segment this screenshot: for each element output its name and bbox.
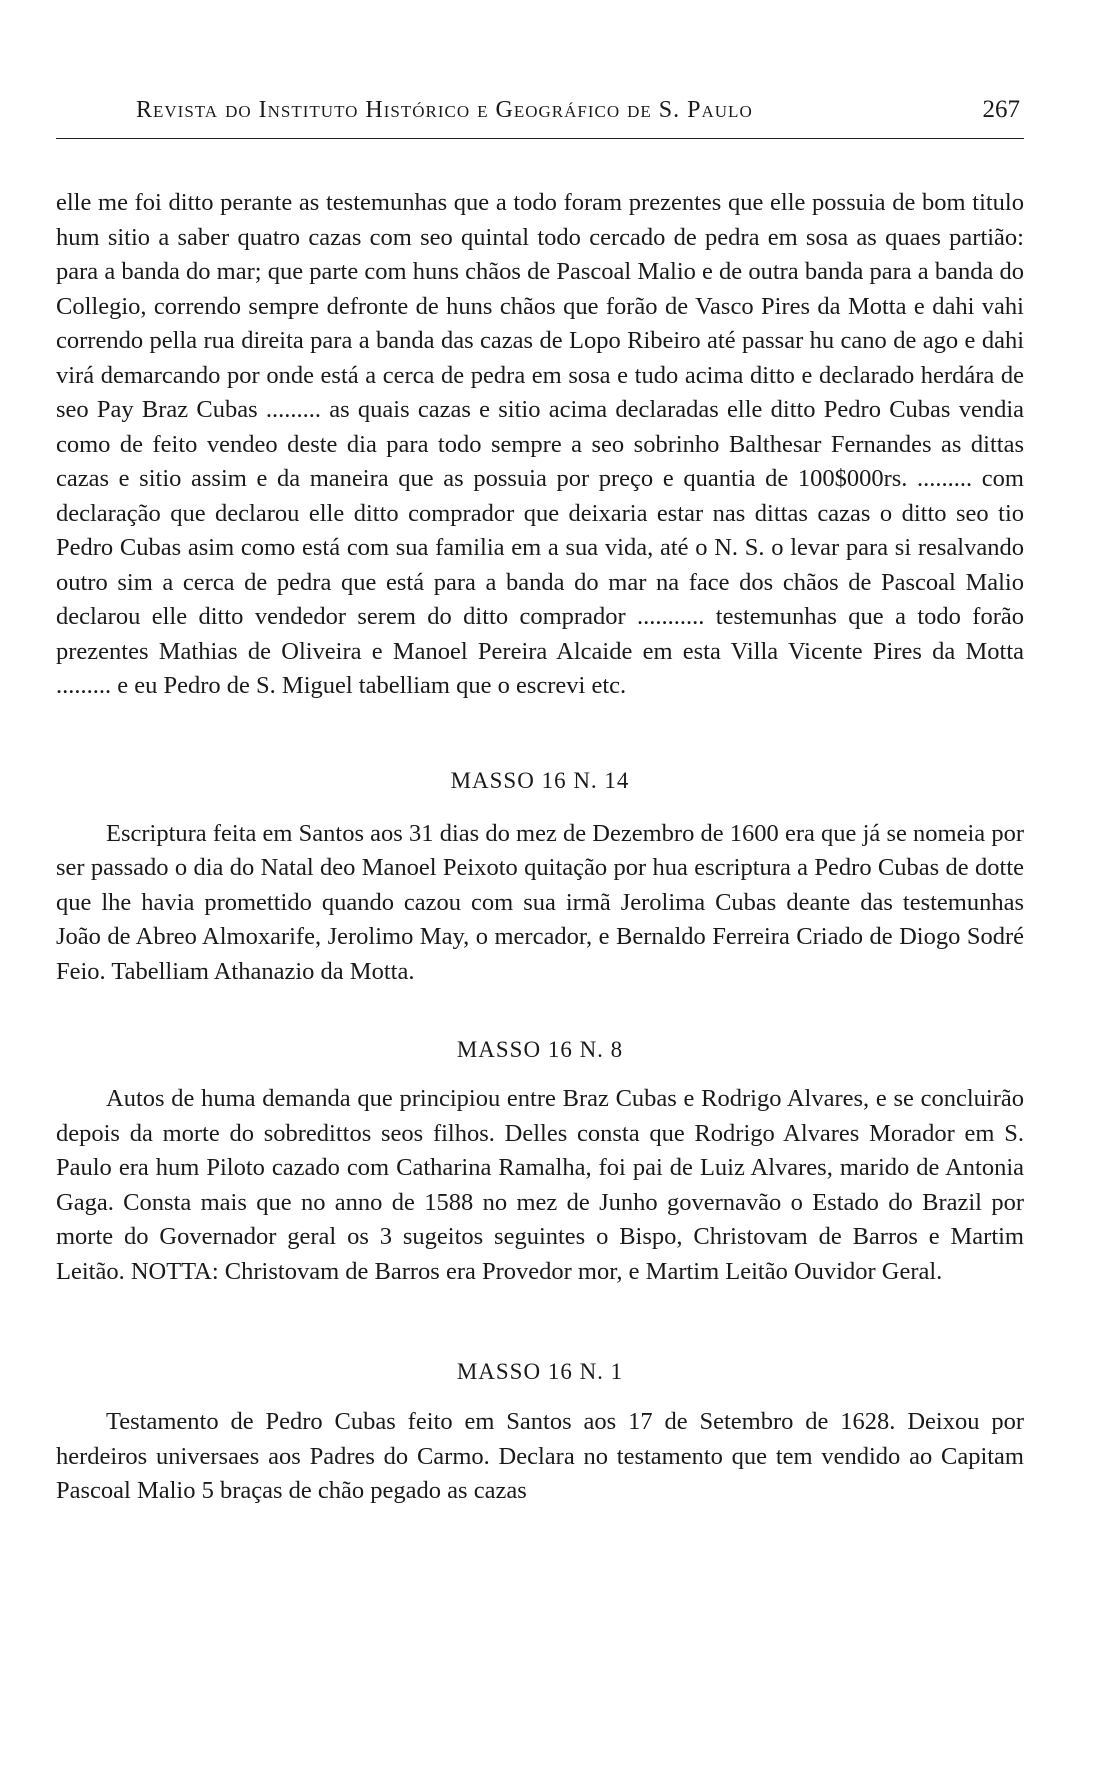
section-paragraph: Autos de huma demanda que principiou entre Braz Cubas e Rodrigo Alvares, e se concluirão depois da morte do sobredittos seos filhos. Delles consta que Rodrigo Alvares Morador em S. Paulo era hum Piloto cazado com Catharina Ramalha, foi pai de Luiz Alvares, marido de Antonia Gaga. Consta mais que no anno de 1588 no mez de Junho governavão o Estado do Brazil por morte do Governador geral os 3 sugeitos seguintes o Bispo, Christovam de Barros e Martim Leitão. NOTTA: Christovam de Barros era Provedor mor, e Martim Leitão Ouvidor Geral. (56, 1085, 1024, 1285)
body-paragraph: elle me foi ditto perante as testemunhas que a todo foram prezentes que elle possuia de bom titulo hum sitio a saber quatro cazas com seo quintal todo cercado de pedra em sosa as quaes partião: para a banda do mar; que parte com huns chãos de Pascoal Malio e de outra banda para a banda do Collegio, correndo sempre defronte de huns chãos que forão de Vasco Pires da Motta e dahi vahi correndo pella rua direita para a banda das cazas de Lopo Ribeiro até passar hu cano de ago e dahi virá demarcando por onde está a cerca de pedra em sosa e tudo acima ditto e declarado herdára de seo Pay Braz Cubas ......... as quais cazas e sitio acima declaradas elle ditto Pedro Cubas vendia como de feito vendeo deste dia para todo sempre a seo sobrinho Balthesar Fernandes as dittas cazas e sitio assim e da maneira que as possuia por preço e quantia de 100$000rs. ......... com declaração que declarou elle ditto comprador que deixaria estar nas dittas cazas o ditto seo tio Pedro Cubas asim como está com sua familia em a sua vida, até o N. S. o levar para si resalvando outro sim a cerca de pedra que está para a banda do mar na face dos chãos de Pascoal Malio declarou elle ditto vendedor serem do ditto comprador ........... testemunhas que a todo forão prezentes Mathias de Oliveira e Manoel Pereira Alcaide em esta Villa Vicente Pires da Motta ......... e eu Pedro de S. Miguel tabelliam que o escrevi etc. (56, 189, 1024, 699)
page-number: 267 (982, 96, 1020, 123)
section-paragraph: Escriptura feita em Santos aos 31 dias do mez de Dezembro de 1600 era que já se nomeia por ser passado o dia do Natal deo Manoel Peixoto quitação por hua escriptura a Pedro Cubas de dotte que lhe havia promettido quando cazou com sua irmã Jerolima Cubas deante das testemunhas João de Abreo Almoxarife, Jerolimo May, o mercador, e Bernaldo Ferreira Criado de Diogo Sodré Feio. Tabelliam Athanazio da Motta. (56, 819, 1024, 985)
section-heading: MASSO 16 N. 1 (456, 1359, 624, 1384)
section-paragraph: Testamento de Pedro Cubas feito em Santos aos 17 de Setembro de 1628. Deixou por herdeiros universaes aos Padres do Carmo. Declara no testamento que tem vendido ao Capitam Pascoal Malio 5 braças de chão pegado as cazas (56, 1408, 1024, 1504)
section-heading: MASSO 16 N. 14 (450, 767, 630, 793)
running-header (56, 96, 1024, 139)
section-heading: MASSO 16 N. 8 (456, 1037, 624, 1062)
page-body (56, 186, 1024, 1509)
journal-title: Revista do Instituto Histórico e Geográfico de S. Paulo (136, 97, 753, 123)
